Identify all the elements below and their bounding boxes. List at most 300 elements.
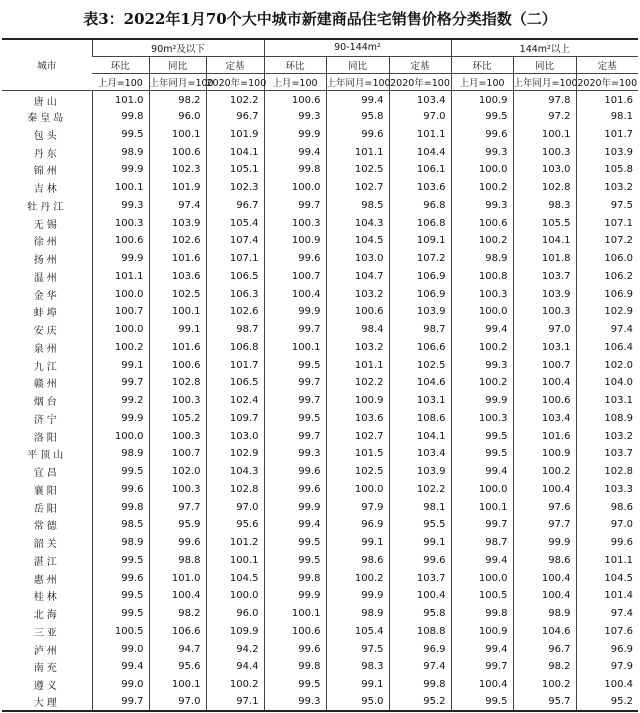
city-name: 宜昌 (33, 468, 60, 480)
index-value: 99.5 (451, 445, 513, 463)
index-value: 102.3 (206, 179, 264, 197)
index-value: 100.3 (149, 392, 206, 410)
table-row (2, 161, 638, 179)
index-value: 98.5 (326, 197, 389, 215)
index-value: 100.0 (264, 179, 326, 197)
index-value: 99.7 (264, 427, 326, 445)
index-value: 99.8 (92, 498, 149, 516)
index-value: 99.6 (576, 534, 638, 552)
index-value: 102.3 (149, 161, 206, 179)
index-value: 98.7 (206, 321, 264, 339)
index-value: 94.2 (206, 640, 264, 658)
index-value: 103.9 (149, 214, 206, 232)
index-value: 99.5 (264, 676, 326, 694)
index-value: 101.6 (149, 339, 206, 357)
city-name: 平顶山 (27, 450, 67, 462)
city-name: 遵义 (33, 681, 60, 693)
index-value: 98.9 (513, 605, 576, 623)
index-value: 99.8 (92, 108, 149, 126)
city-name: 泉州 (33, 343, 60, 355)
index-value: 107.4 (206, 232, 264, 250)
index-value: 98.5 (92, 516, 149, 534)
table-row (2, 676, 638, 694)
index-value: 99.4 (264, 516, 326, 534)
index-value: 99.8 (389, 676, 451, 694)
index-value: 101.1 (576, 552, 638, 570)
index-value: 103.9 (389, 303, 451, 321)
index-value: 107.1 (576, 214, 638, 232)
index-value: 100.2 (451, 339, 513, 357)
sub-header-mom: 环比 (264, 56, 326, 73)
index-value: 100.6 (149, 143, 206, 161)
index-value: 106.6 (149, 623, 206, 641)
index-value: 99.4 (264, 143, 326, 161)
index-value: 102.2 (206, 90, 264, 108)
price-index-table (2, 38, 638, 712)
index-value: 99.5 (92, 463, 149, 481)
sub-header-yoy: 同比 (326, 56, 389, 73)
index-value: 103.4 (389, 90, 451, 108)
sub-header-fixed: 定基 (576, 56, 638, 73)
index-value: 101.8 (513, 250, 576, 268)
index-value: 103.7 (576, 445, 638, 463)
index-value: 103.0 (326, 250, 389, 268)
index-value: 99.6 (92, 481, 149, 499)
table-row (2, 427, 638, 445)
index-value: 105.4 (326, 623, 389, 641)
index-value: 97.0 (576, 516, 638, 534)
index-value: 99.5 (92, 605, 149, 623)
index-value: 100.9 (513, 445, 576, 463)
index-value: 101.5 (326, 445, 389, 463)
index-value: 104.1 (389, 427, 451, 445)
index-value: 99.1 (389, 534, 451, 552)
index-value: 99.9 (264, 303, 326, 321)
index-value: 99.4 (326, 90, 389, 108)
index-value: 105.2 (149, 410, 206, 428)
index-value: 99.7 (264, 197, 326, 215)
index-value: 102.2 (326, 374, 389, 392)
index-value: 99.7 (264, 374, 326, 392)
index-value: 100.2 (451, 374, 513, 392)
index-value: 102.8 (576, 463, 638, 481)
city-name: 湛江 (33, 556, 60, 568)
index-value: 103.9 (389, 463, 451, 481)
table-row (2, 481, 638, 499)
page-title: 表3：2022年1月70个大中城市新建商品住宅销售价格分类指数（二） (83, 10, 557, 28)
index-value: 98.1 (389, 498, 451, 516)
table-row (2, 108, 638, 126)
index-value: 99.6 (264, 463, 326, 481)
city-name: 蚌埠 (33, 308, 60, 320)
index-value: 99.3 (451, 143, 513, 161)
index-value: 99.3 (264, 108, 326, 126)
table-row (2, 356, 638, 374)
index-value: 106.8 (206, 339, 264, 357)
index-value: 100.0 (451, 569, 513, 587)
index-value: 99.9 (264, 587, 326, 605)
index-value: 96.7 (513, 640, 576, 658)
index-value: 100.2 (513, 676, 576, 694)
index-value: 101.2 (206, 534, 264, 552)
index-value: 99.9 (92, 410, 149, 428)
city-name: 秦皇岛 (27, 113, 67, 125)
index-value: 99.5 (92, 552, 149, 570)
base-header-mom: 上月=100 (92, 73, 149, 90)
header-row-sub (2, 56, 638, 73)
index-value: 108.8 (389, 623, 451, 641)
city-name: 九江 (33, 361, 60, 373)
index-value: 101.1 (326, 143, 389, 161)
index-value: 100.9 (451, 90, 513, 108)
index-value: 99.3 (92, 197, 149, 215)
index-value: 105.4 (206, 214, 264, 232)
index-value: 96.9 (389, 640, 451, 658)
table-body (2, 90, 638, 711)
index-value: 107.6 (576, 623, 638, 641)
index-value: 100.5 (92, 623, 149, 641)
table-row (2, 126, 638, 144)
index-value: 97.0 (389, 108, 451, 126)
index-value: 99.6 (264, 640, 326, 658)
index-value: 95.7 (513, 694, 576, 712)
index-value: 96.7 (206, 108, 264, 126)
index-value: 103.4 (389, 445, 451, 463)
index-value: 102.0 (576, 356, 638, 374)
table-row (2, 374, 638, 392)
table-row (2, 410, 638, 428)
index-value: 104.1 (513, 232, 576, 250)
index-value: 100.6 (264, 90, 326, 108)
index-value: 99.5 (451, 427, 513, 445)
table-row (2, 658, 638, 676)
index-value: 99.5 (92, 587, 149, 605)
index-value: 100.2 (451, 179, 513, 197)
table-row (2, 303, 638, 321)
index-value: 100.1 (264, 605, 326, 623)
index-value: 103.1 (389, 392, 451, 410)
index-value: 103.0 (206, 427, 264, 445)
index-value: 100.3 (513, 143, 576, 161)
index-value: 104.1 (206, 143, 264, 161)
index-value: 106.9 (576, 285, 638, 303)
index-value: 99.8 (264, 569, 326, 587)
index-value: 100.1 (149, 303, 206, 321)
index-value: 97.5 (326, 640, 389, 658)
index-value: 101.0 (149, 569, 206, 587)
base-header-mom: 上月=100 (264, 73, 326, 90)
city-name: 赣州 (33, 379, 60, 391)
index-value: 106.9 (389, 285, 451, 303)
city-name: 金华 (33, 290, 60, 302)
index-value: 99.4 (451, 640, 513, 658)
index-value: 99.6 (149, 534, 206, 552)
index-value: 100.7 (513, 356, 576, 374)
index-value: 99.4 (451, 552, 513, 570)
index-value: 99.7 (264, 392, 326, 410)
city-name: 丹东 (33, 148, 60, 160)
index-value: 98.2 (149, 605, 206, 623)
city-name: 北海 (33, 610, 60, 622)
index-value: 99.6 (264, 250, 326, 268)
sub-header-yoy: 同比 (149, 56, 206, 73)
table-row (2, 623, 638, 641)
sub-header-fixed: 定基 (389, 56, 451, 73)
index-value: 100.0 (92, 427, 149, 445)
index-value: 99.6 (326, 126, 389, 144)
index-value: 99.3 (451, 197, 513, 215)
index-value: 100.4 (389, 587, 451, 605)
sub-header-yoy: 同比 (513, 56, 576, 73)
index-value: 97.1 (206, 694, 264, 712)
index-value: 103.9 (513, 285, 576, 303)
index-value: 106.6 (389, 339, 451, 357)
index-value: 97.9 (326, 498, 389, 516)
index-value: 103.6 (326, 410, 389, 428)
index-value: 100.2 (326, 569, 389, 587)
index-value: 106.9 (389, 268, 451, 286)
index-value: 103.2 (576, 179, 638, 197)
index-value: 103.7 (513, 268, 576, 286)
index-value: 101.9 (206, 126, 264, 144)
index-value: 100.9 (451, 623, 513, 641)
index-value: 99.7 (451, 516, 513, 534)
index-value: 100.1 (513, 126, 576, 144)
index-value: 101.1 (92, 268, 149, 286)
index-value: 100.3 (513, 303, 576, 321)
index-value: 107.1 (206, 250, 264, 268)
sub-header-mom: 环比 (451, 56, 513, 73)
index-value: 102.9 (206, 445, 264, 463)
table-row (2, 285, 638, 303)
index-value: 98.9 (326, 605, 389, 623)
index-value: 100.3 (451, 285, 513, 303)
index-value: 99.1 (326, 534, 389, 552)
index-value: 101.6 (149, 250, 206, 268)
city-name: 吉林 (33, 184, 60, 196)
group-header-medium: 90-144m² (264, 39, 451, 56)
index-value: 102.7 (326, 179, 389, 197)
index-value: 100.1 (206, 552, 264, 570)
index-value: 95.5 (389, 516, 451, 534)
index-value: 99.5 (451, 108, 513, 126)
index-value: 98.3 (326, 658, 389, 676)
index-value: 99.1 (149, 321, 206, 339)
index-value: 95.8 (326, 108, 389, 126)
city-name: 安庆 (33, 326, 60, 338)
index-value: 100.3 (451, 410, 513, 428)
city-name: 岳阳 (33, 503, 60, 515)
index-value: 95.6 (149, 658, 206, 676)
index-value: 103.2 (326, 339, 389, 357)
index-value: 102.7 (326, 427, 389, 445)
index-value: 100.3 (149, 481, 206, 499)
index-value: 99.7 (92, 694, 149, 712)
index-value: 98.6 (326, 552, 389, 570)
index-value: 107.2 (389, 250, 451, 268)
index-value: 99.6 (92, 569, 149, 587)
index-value: 99.0 (92, 640, 149, 658)
index-value: 99.4 (92, 658, 149, 676)
table-row (2, 250, 638, 268)
index-value: 100.8 (451, 268, 513, 286)
index-value: 100.6 (451, 214, 513, 232)
index-value: 100.6 (92, 232, 149, 250)
index-value: 103.1 (576, 392, 638, 410)
table-row (2, 534, 638, 552)
index-value: 99.5 (92, 126, 149, 144)
index-value: 102.5 (389, 356, 451, 374)
index-value: 99.4 (451, 463, 513, 481)
index-value: 98.4 (326, 321, 389, 339)
index-value: 98.7 (451, 534, 513, 552)
index-value: 96.9 (326, 516, 389, 534)
city-name: 温州 (33, 272, 60, 284)
table-row (2, 90, 638, 108)
table-row (2, 605, 638, 623)
index-value: 99.1 (92, 356, 149, 374)
city-name: 韶关 (33, 539, 60, 551)
index-value: 100.4 (576, 676, 638, 694)
index-value: 102.6 (149, 232, 206, 250)
index-value: 100.2 (92, 339, 149, 357)
city-name: 徐州 (33, 237, 60, 249)
index-value: 106.5 (206, 374, 264, 392)
index-value: 103.3 (576, 481, 638, 499)
index-value: 104.3 (206, 463, 264, 481)
index-value: 99.9 (264, 498, 326, 516)
city-column-header: 城市 (2, 39, 92, 90)
sub-header-fixed: 定基 (206, 56, 264, 73)
index-value: 99.9 (92, 161, 149, 179)
city-name: 惠州 (33, 574, 60, 586)
table-row (2, 587, 638, 605)
index-value: 100.1 (451, 498, 513, 516)
index-value: 103.1 (513, 339, 576, 357)
city-name: 无锡 (33, 219, 60, 231)
city-name: 牡丹江 (27, 201, 67, 213)
index-value: 99.8 (264, 658, 326, 676)
index-value: 101.1 (326, 356, 389, 374)
city-name: 洛阳 (33, 432, 60, 444)
index-value: 109.1 (389, 232, 451, 250)
index-value: 100.4 (513, 374, 576, 392)
index-value: 101.4 (576, 587, 638, 605)
index-value: 95.2 (389, 694, 451, 712)
index-value: 98.3 (513, 197, 576, 215)
sub-header-mom: 环比 (92, 56, 149, 73)
table-row (2, 445, 638, 463)
index-value: 104.5 (576, 569, 638, 587)
index-value: 97.2 (513, 108, 576, 126)
index-value: 102.8 (206, 481, 264, 499)
index-value: 106.5 (206, 268, 264, 286)
index-value: 103.7 (389, 569, 451, 587)
index-value: 100.4 (451, 676, 513, 694)
index-value: 100.1 (92, 179, 149, 197)
index-value: 97.4 (149, 197, 206, 215)
index-value: 106.0 (576, 250, 638, 268)
base-header-mom: 上月=100 (451, 73, 513, 90)
index-value: 102.6 (206, 303, 264, 321)
base-header-fixed: 2020年=100 (576, 73, 638, 90)
table-row (2, 640, 638, 658)
index-value: 95.2 (576, 694, 638, 712)
index-value: 100.2 (513, 463, 576, 481)
index-value: 100.6 (326, 303, 389, 321)
index-value: 98.2 (513, 658, 576, 676)
index-value: 104.3 (326, 214, 389, 232)
index-value: 100.1 (264, 339, 326, 357)
index-value: 99.3 (451, 356, 513, 374)
index-value: 99.9 (92, 250, 149, 268)
index-value: 99.6 (389, 552, 451, 570)
index-value: 99.9 (264, 126, 326, 144)
table-row (2, 498, 638, 516)
index-value: 100.5 (451, 587, 513, 605)
index-value: 102.0 (149, 463, 206, 481)
index-value: 100.0 (451, 481, 513, 499)
index-value: 101.7 (576, 126, 638, 144)
index-value: 95.0 (326, 694, 389, 712)
index-value: 100.4 (513, 587, 576, 605)
index-value: 96.0 (206, 605, 264, 623)
index-value: 95.9 (149, 516, 206, 534)
index-value: 100.2 (206, 676, 264, 694)
index-value: 99.9 (326, 587, 389, 605)
table-row (2, 339, 638, 357)
index-value: 97.4 (576, 605, 638, 623)
index-value: 99.7 (451, 658, 513, 676)
index-value: 102.5 (326, 161, 389, 179)
index-value: 102.8 (513, 179, 576, 197)
city-name: 常德 (33, 521, 60, 533)
index-value: 98.9 (92, 534, 149, 552)
city-name: 济宁 (33, 414, 60, 426)
index-value: 99.0 (92, 676, 149, 694)
index-value: 96.8 (389, 197, 451, 215)
index-value: 100.9 (326, 392, 389, 410)
index-value: 101.1 (389, 126, 451, 144)
index-value: 100.6 (264, 623, 326, 641)
city-name: 大理 (2, 694, 92, 712)
index-value: 99.6 (451, 126, 513, 144)
index-value: 104.0 (576, 374, 638, 392)
table-row (2, 321, 638, 339)
index-value: 98.6 (513, 552, 576, 570)
table-row (2, 463, 638, 481)
index-value: 106.1 (389, 161, 451, 179)
index-value: 98.9 (92, 143, 149, 161)
index-value: 102.8 (149, 374, 206, 392)
index-value: 104.5 (206, 569, 264, 587)
index-value: 100.1 (149, 676, 206, 694)
index-value: 103.4 (513, 410, 576, 428)
header-row-base (2, 73, 638, 90)
base-header-yoy: 上年同月=100 (513, 73, 576, 90)
index-value: 96.9 (576, 640, 638, 658)
index-value: 105.8 (576, 161, 638, 179)
index-value: 105.1 (206, 161, 264, 179)
index-value: 100.6 (149, 356, 206, 374)
index-value: 104.6 (513, 623, 576, 641)
city-name: 桂林 (33, 592, 60, 604)
index-value: 100.0 (451, 161, 513, 179)
index-value: 100.1 (149, 126, 206, 144)
base-header-yoy: 上年同月=100 (326, 73, 389, 90)
index-value: 100.7 (264, 268, 326, 286)
index-value: 101.6 (513, 427, 576, 445)
